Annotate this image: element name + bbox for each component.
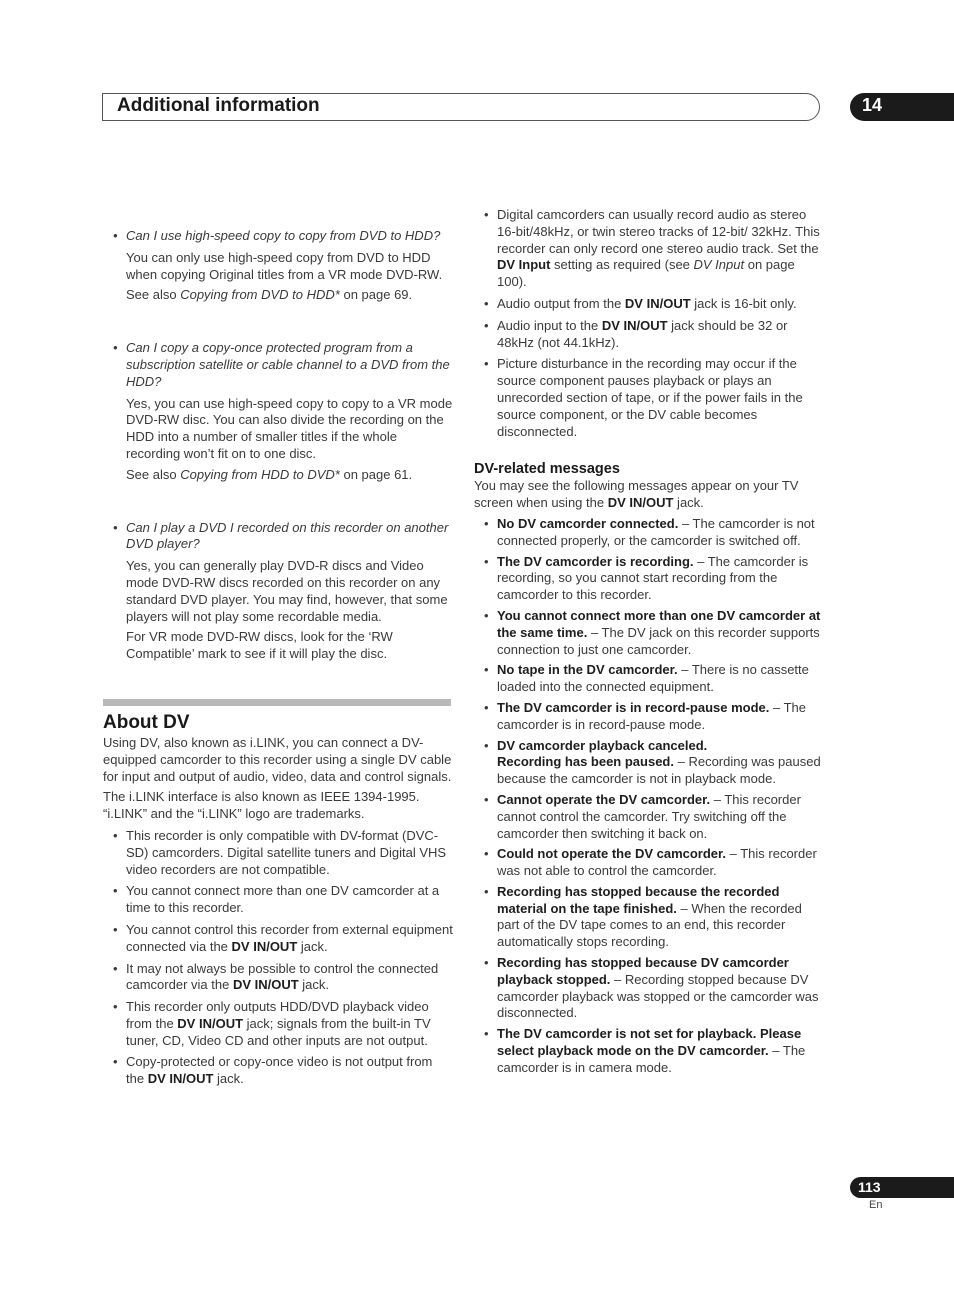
dv-message-item: • The DV camcorder is recording. – The camcorder is recording, so you cannot start recording from the camcorder to this recorder. [474,554,824,604]
dv-message-item: • Recording has stopped because DV camcorder playback stopped. – Recording stopped because DV camcorder playback was stopped or the camcorder was disconnected. [474,955,824,1022]
faq-question: • Can I copy a copy-once protected program from a subscription satellite or cable channel to a DVD from the HDD? [103,340,453,390]
list-item: • You cannot control this recorder from external equipment connected via the DV IN/OUT jack. [103,922,453,956]
faq-see-also: See also Copying from DVD to HDD* on page 69. [126,287,413,303]
page-number: 113 [858,1179,881,1195]
dv-message-item: • No DV camcorder connected. – The camcorder is not connected properly, or the camcorder is switched off. [474,516,824,550]
dv-message-item: • You cannot connect more than one DV camcorder at the same time. – The DV jack on this recorder supports connection to just one camcorder. [474,608,824,658]
left-column [103,228,453,1088]
about-trademark-note: The i.LINK interface is also known as IEEE 1394-1995. “i.LINK” and the “i.LINK” logo are trademarks. [103,789,420,822]
language-code: En [869,1199,883,1211]
chapter-header [102,93,820,121]
list-item: • This recorder only outputs HDD/DVD playback video from the DV IN/OUT jack; signals from the built-in TV tuner, CD, Video CD and other inputs are not output. [103,999,453,1049]
dv-message-item: • The DV camcorder is in record-pause mode. – The camcorder is in record-pause mode. [474,700,824,734]
section-divider [103,699,451,706]
dv-message-item: • No tape in the DV camcorder. – There is no cassette loaded into the connected equipment. [474,662,824,696]
faq-answer-extra: For VR mode DVD-RW discs, look for the ‘RW Compatible’ mark to see if it will play the disc. [126,629,393,662]
list-item: • Audio output from the DV IN/OUT jack is 16-bit only. [474,296,824,313]
dv-message-item: • DV camcorder playback canceled. Recording has been paused. – Recording was paused because the camcorder is not in playback mode. [474,738,824,788]
section-title: About DV [103,711,190,733]
list-item: • Digital camcorders can usually record audio as stereo 16-bit/48kHz, or twin stereo tracks of 12-bit/ 32kHz. This recorder can only record one stereo audio track. Set the DV Input setting as required (see DV Input on page 100). [474,207,824,291]
chapter-number: 14 [862,95,883,115]
dv-message-item: • Could not operate the DV camcorder. – This recorder was not able to control the camcorder. [474,846,824,880]
faq-answer: Yes, you can use high-speed copy to copy to a VR mode DVD-RW disc. You can also divide the recording on the HDD into a number of smaller titles if the whole recording won’t fit on to one disc. [126,395,453,461]
right-column [474,207,824,1077]
chapter-title: Additional information [117,95,320,116]
page-number-tab [850,1177,954,1198]
faq-question: • Can I play a DVD I recorded on this recorder on another DVD player? [103,520,453,554]
list-item: • Copy-protected or copy-once video is not output from the DV IN/OUT jack. [103,1054,453,1088]
list-item: • It may not always be possible to control the connected camcorder via the DV IN/OUT jack. [103,961,453,995]
dv-message-item: • The DV camcorder is not set for playback. Please select playback mode on the DV camcorder. – The camcorder is in camera mode. [474,1026,824,1076]
dv-message-item: • Cannot operate the DV camcorder. – This recorder cannot control the camcorder. Try switching off the camcorder then switching it back on. [474,792,824,842]
faq-answer: Yes, you can generally play DVD-R discs and Video mode DVD-RW discs recorded on this recorder on any standard DVD player. You may find, however, that some players will not play some recordable media. [126,558,448,624]
subsection-title: DV-related messages [474,461,620,478]
list-item: • Audio input to the DV IN/OUT jack should be 32 or 48kHz (not 44.1kHz). [474,318,824,352]
faq-question: • Can I use high-speed copy to copy from DVD to HDD? [103,228,453,245]
list-item: • You cannot connect more than one DV camcorder at a time to this recorder. [103,883,453,917]
faq-see-also: See also Copying from HDD to DVD* on page 61. [126,466,413,482]
about-intro: Using DV, also known as i.LINK, you can connect a DV-equipped camcorder to this recorder using a single DV cable for input and output of audio, video, data and control signals. [103,734,452,784]
faq-answer: You can only use high-speed copy from DVD to HDD when copying Original titles from a VR mode DVD-RW. [126,249,443,282]
chapter-number-tab [850,93,954,121]
dv-messages-intro: You may see the following messages appear on your TV screen when using the DV IN/OUT jack. [474,478,799,511]
dv-message-item: • Recording has stopped because the recorded material on the tape finished. – When the recorded part of the DV tape comes to an end, this recorder automatically stops recording. [474,884,824,951]
list-item: • Picture disturbance in the recording may occur if the source component pauses playback or plays an unrecorded section of tape, or if the power fails in the source component, or the DV cable becomes disconnected. [474,356,824,440]
list-item: • This recorder is only compatible with DV-format (DVC-SD) camcorders. Digital satellite tuners and Digital VHS video recorders are not compatible. [103,828,453,878]
